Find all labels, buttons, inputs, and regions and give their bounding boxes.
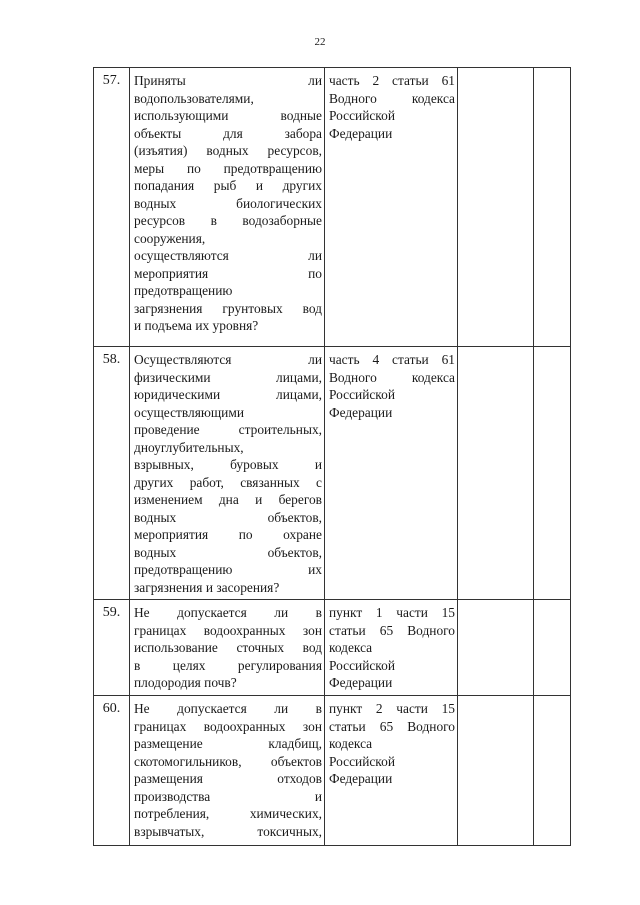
question-cell [130, 696, 325, 846]
question-text-line: мероприятия по охране [134, 527, 322, 542]
note-cell[interactable] [534, 696, 571, 846]
question-text-line: использование сточных вод [134, 640, 322, 655]
question-cell [130, 600, 325, 696]
question-text-line: производства и [134, 788, 322, 804]
requirements-table [93, 67, 571, 846]
question-text-line: осуществляются ли [134, 248, 322, 263]
question-text-line: водных биологических [134, 195, 322, 211]
question-text-line: объекты для забора [134, 125, 322, 141]
question-text-line: осуществляющими [134, 404, 244, 420]
legal-reference-line: Федерации [329, 125, 393, 141]
question-text-line: попадания рыб и других [134, 178, 322, 193]
question-text-line: размещение кладбищ, [134, 736, 322, 751]
note-cell[interactable] [534, 68, 571, 347]
legal-reference-cell [325, 600, 458, 696]
question-text-line: загрязнения и засорения? [134, 579, 280, 595]
table-body [94, 68, 571, 846]
question-text-line: взрывчатых, токсичных, [134, 823, 322, 839]
question-text-line: других работ, связанных с [134, 474, 322, 490]
question-text-line: в целях регулирования [134, 657, 322, 673]
question-text-line: (изъятия) водных ресурсов, [134, 143, 322, 158]
table-row [94, 600, 571, 696]
question-text-line: физическими лицами, [134, 369, 322, 385]
question-cell [130, 347, 325, 600]
question-text-line: сооружения, [134, 230, 206, 246]
question-text-line: водных объектов, [134, 509, 322, 525]
legal-reference-line: кодекса [329, 640, 373, 655]
row-number: 59. [94, 600, 130, 696]
legal-reference-cell [325, 696, 458, 846]
question-text-line: изменением дна и берегов [134, 492, 322, 507]
row-number: 58. [94, 347, 130, 600]
answer-cell[interactable] [458, 347, 534, 600]
legal-reference-line: пункт 2 части 15 [329, 701, 455, 716]
question-text-line: Приняты ли [134, 73, 322, 88]
legal-reference-line: Российской [329, 387, 395, 402]
question-text-line: мероприятия по [134, 265, 322, 281]
legal-reference-line: Водного кодекса [329, 369, 455, 385]
legal-reference-line: кодекса [329, 736, 373, 751]
question-text-line: и подъема их уровня? [134, 318, 259, 333]
question-text-line: предотвращению [134, 283, 233, 298]
question-text-line: меры по предотвращению [134, 160, 322, 176]
legal-reference-line: пункт 1 части 15 [329, 605, 455, 620]
question-text-line: потребления, химических, [134, 806, 322, 821]
legal-reference-line: статьи 65 Водного [329, 622, 455, 638]
question-text-line: плодородия почв? [134, 675, 237, 690]
question-text-line: предотвращению их [134, 562, 322, 577]
question-text-line: загрязнения грунтовых вод [134, 300, 322, 316]
table-row [94, 696, 571, 846]
question-text-line: границах водоохранных зон [134, 622, 322, 638]
question-text-line: Не допускается ли в [134, 701, 322, 716]
legal-reference-line: Российской [329, 108, 395, 123]
row-number: 60. [94, 696, 130, 846]
legal-reference-line: статьи 65 Водного [329, 718, 455, 734]
answer-cell[interactable] [458, 696, 534, 846]
answer-cell[interactable] [458, 68, 534, 347]
question-text-line: использующими водные [134, 108, 322, 123]
question-text-line: дноуглубительных, [134, 439, 244, 455]
question-text-line: ресурсов в водозаборные [134, 213, 322, 228]
question-text-line: взрывных, буровых и [134, 457, 322, 472]
question-text-line: Не допускается ли в [134, 605, 322, 620]
table-row [94, 68, 571, 347]
legal-reference-line: часть 4 статьи 61 [329, 352, 455, 367]
legal-reference-line: Водного кодекса [329, 90, 455, 106]
legal-reference-line: Федерации [329, 771, 393, 786]
question-text-line: проведение строительных, [134, 422, 322, 437]
question-cell [130, 68, 325, 347]
question-text-line: водопользователями, [134, 90, 254, 106]
question-text-line: водных объектов, [134, 544, 322, 560]
question-text-line: границах водоохранных зон [134, 718, 322, 734]
question-text-line: скотомогильников, объектов [134, 753, 322, 769]
legal-reference-cell [325, 347, 458, 600]
question-text-line: юридическими лицами, [134, 387, 322, 402]
legal-reference-cell [325, 68, 458, 347]
legal-reference-line: Федерации [329, 404, 393, 420]
legal-reference-line: Российской [329, 657, 395, 673]
note-cell[interactable] [534, 600, 571, 696]
legal-reference-line: часть 2 статьи 61 [329, 73, 455, 88]
legal-reference-line: Федерации [329, 675, 393, 690]
question-text-line: Осуществляются ли [134, 352, 322, 367]
question-text-line: размещения отходов [134, 771, 322, 786]
table-row [94, 347, 571, 600]
page-number: 22 [314, 36, 326, 48]
answer-cell[interactable] [458, 600, 534, 696]
note-cell[interactable] [534, 347, 571, 600]
row-number: 57. [94, 68, 130, 347]
legal-reference-line: Российской [329, 753, 395, 769]
